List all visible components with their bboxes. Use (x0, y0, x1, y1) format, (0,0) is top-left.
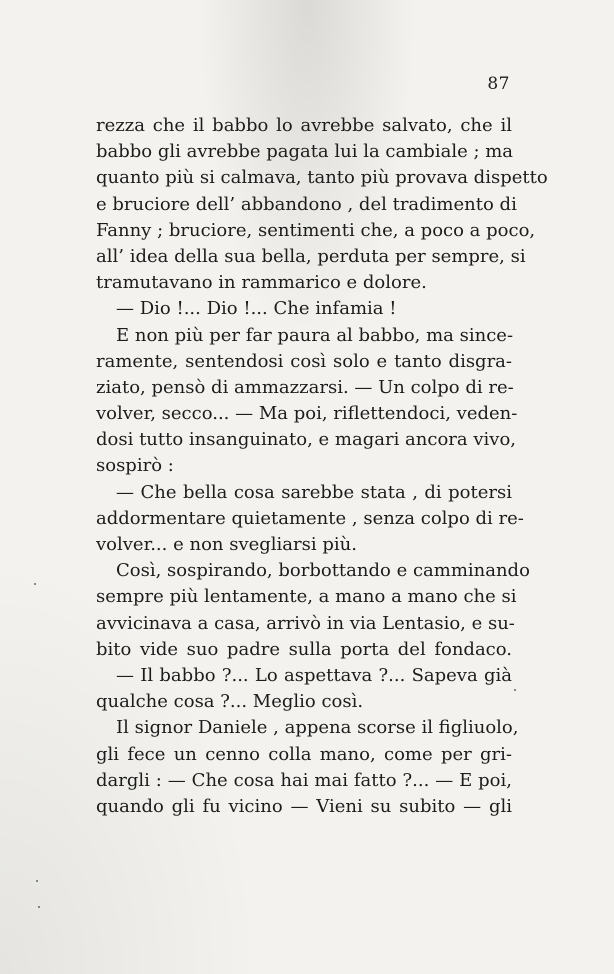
text-line: rezza che il babbo lo avrebbe salvato, che il (96, 115, 512, 136)
paper-speck (514, 689, 516, 691)
text-line: gli fece un cenno colla mano, come per gri- (96, 743, 512, 765)
text-line: — Dio !... Dio !... Che infamia ! (116, 298, 397, 320)
paper-speck (34, 583, 36, 585)
text-line: Fanny ; bruciore, sentimenti che, a poco a poco, (96, 219, 536, 241)
text-line: dosi tutto insanguinato, e magari ancora vivo, (96, 429, 517, 451)
text-line: — Che bella cosa sarebbe stata , di potersi (116, 481, 512, 503)
body-text (96, 113, 548, 820)
text-line: bito vide suo padre sulla porta del fondaco. (96, 638, 512, 660)
text-line: quanto più si calmava, tanto più provava dispetto (96, 167, 548, 189)
text-line: all’ idea della sua bella, perduta per sempre, si (96, 245, 526, 267)
text-line: volver... e non svegliarsi più. (96, 534, 357, 555)
text-line: ziato, pensò di ammazzarsi. — Un colpo di re- (96, 376, 514, 398)
text-line: babbo gli avrebbe pagata lui la cambiale ; ma (96, 141, 514, 163)
text-line: volver, secco... — Ma poi, riflettendoci, veden- (96, 403, 518, 425)
text-line: Così, sospirando, borbottando e camminando (116, 560, 530, 582)
page-number: 87 (487, 74, 510, 94)
text-line: quando gli fu vicino — Vieni su subito — gli (96, 795, 512, 817)
paper-speck (38, 906, 40, 908)
text-line: avvicinava a casa, arrivò in via Lentasio, e su- (96, 612, 515, 634)
text-line: — Il babbo ?... Lo aspettava ?... Sapeva già (116, 664, 512, 686)
text-line: qualche cosa ?... Meglio così. (96, 691, 364, 713)
text-line: Il signor Daniele , appena scorse il figliuolo, (116, 717, 519, 739)
text-line: e bruciore dell’ abbandono , del tradimento di (96, 193, 517, 215)
text-line: addormentare quietamente , senza colpo di re- (96, 507, 524, 529)
paper-speck (36, 880, 38, 882)
text-line: dargli : — Che cosa hai mai fatto ?... — E poi, (96, 769, 512, 791)
text-line: tramutavano in rammarico e dolore. (96, 272, 427, 294)
text-line: ramente, sentendosi così solo e tanto disgra- (96, 350, 512, 372)
text-line: E non più per far paura al babbo, ma since- (116, 324, 514, 346)
text-line: sospirò : (96, 455, 174, 477)
text-line: sempre più lentamente, a mano a mano che si (96, 586, 517, 608)
